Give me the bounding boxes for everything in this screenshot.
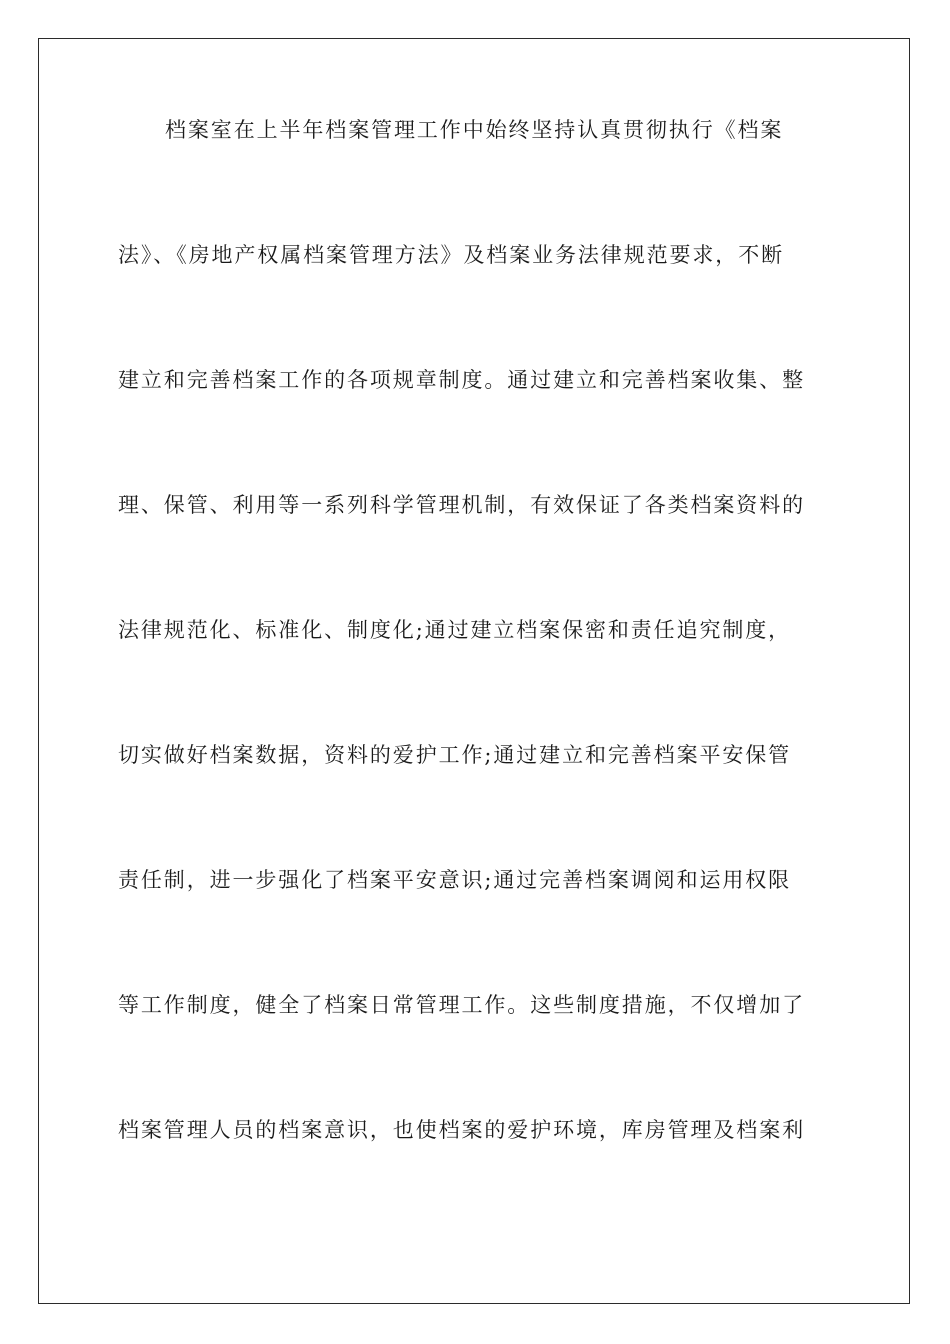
text-line-1: 档案室在上半年档案管理工作中始终坚持认真贯彻执行《档案 bbox=[165, 118, 784, 142]
text-line-2: 法》、《房地产权属档案管理方法》及档案业务法律规范要求，不断 bbox=[118, 243, 784, 267]
text-line-9: 档案管理人员的档案意识，也使档案的爱护环境，库房管理及档案利 bbox=[118, 1118, 805, 1142]
body-paragraph bbox=[118, 118, 838, 1243]
text-line-4: 理、保管、利用等一系列科学管理机制，有效保证了各类档案资料的 bbox=[118, 493, 805, 517]
text-line-7: 责任制，进一步强化了档案平安意识;通过完善档案调阅和运用权限 bbox=[118, 868, 792, 892]
text-line-8: 等工作制度，健全了档案日常管理工作。这些制度措施，不仅增加了 bbox=[118, 993, 805, 1017]
text-line-6: 切实做好档案数据，资料的爱护工作;通过建立和完善档案平安保管 bbox=[118, 743, 792, 767]
text-line-5: 法律规范化、标准化、制度化;通过建立档案保密和责任追究制度， bbox=[118, 618, 792, 642]
text-line-3: 建立和完善档案工作的各项规章制度。通过建立和完善档案收集、整 bbox=[118, 368, 805, 392]
